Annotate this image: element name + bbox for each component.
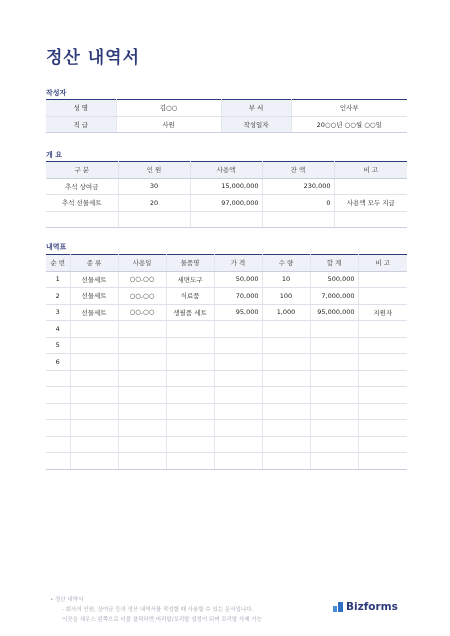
table-cell (118, 370, 166, 387)
table-row (46, 436, 407, 453)
table-cell (166, 420, 214, 437)
table-row (46, 288, 407, 305)
table-cell (166, 387, 214, 404)
writer-table (46, 99, 407, 133)
table-cell (46, 420, 70, 437)
table-row (46, 304, 407, 321)
table-cell (70, 354, 118, 371)
table-cell (70, 436, 118, 453)
table-cell (70, 420, 118, 437)
table-cell: 20 (118, 195, 190, 212)
table-cell (262, 403, 310, 420)
table-cell: 6 (46, 354, 70, 371)
table-cell (310, 420, 358, 437)
table-cell (46, 387, 70, 404)
table-cell: 1 (46, 271, 70, 288)
table-row (46, 116, 407, 133)
table-header-row (46, 255, 407, 272)
table-cell (358, 403, 407, 420)
table-cell: 3 (46, 304, 70, 321)
table-cell (166, 370, 214, 387)
table-cell (46, 403, 70, 420)
table-row (46, 178, 407, 195)
table-cell (118, 321, 166, 338)
table-cell (166, 403, 214, 420)
table-header-row (46, 162, 407, 179)
table-cell (118, 436, 166, 453)
footer-title: • 정산 내역서 (50, 597, 84, 603)
table-row (46, 453, 407, 470)
table-cell (358, 354, 407, 371)
table-cell (310, 436, 358, 453)
table-cell: 100 (262, 288, 310, 305)
table-cell: 95,000,000 (310, 304, 358, 321)
table-cell: 식료품 (166, 288, 214, 305)
table-row (46, 271, 407, 288)
table-row (46, 195, 407, 212)
footer-note (50, 595, 262, 625)
bizforms-logo (333, 601, 398, 613)
table-cell: 15,000,000 (190, 178, 262, 195)
col-header: 사용일 (118, 255, 166, 272)
page-title: 정산 내역서 (46, 48, 141, 68)
table-cell (358, 420, 407, 437)
table-cell (310, 354, 358, 371)
table-cell: 생필품 세트 (166, 304, 214, 321)
table-row (46, 403, 407, 420)
table-cell (262, 211, 334, 228)
overview-table (46, 161, 407, 228)
table-cell (214, 321, 262, 338)
table-cell (118, 211, 190, 228)
table-cell (166, 436, 214, 453)
table-cell (118, 387, 166, 404)
table-cell (214, 387, 262, 404)
table-cell (262, 420, 310, 437)
col-header: 비 고 (358, 255, 407, 272)
table-cell (310, 403, 358, 420)
bizforms-logo-icon (333, 602, 343, 612)
table-row (46, 321, 407, 338)
table-cell (214, 354, 262, 371)
name-label: 성 명 (46, 100, 116, 117)
footer-hint: 이곳을 새우스 왼쪽으로 더블 클릭하면 머리말/꼬리말 설정이 되며 꼬리말 삭제 가능 (62, 617, 262, 623)
table-cell: 추석 상여금 (46, 178, 118, 195)
table-cell (358, 370, 407, 387)
table-cell (358, 271, 407, 288)
table-cell (334, 211, 407, 228)
table-cell (118, 354, 166, 371)
department-value: 인사부 (291, 100, 407, 117)
table-cell: 세면도구 (166, 271, 214, 288)
table-cell: 500,000 (310, 271, 358, 288)
table-cell (118, 420, 166, 437)
table-cell: ○○.○○ (118, 288, 166, 305)
col-header: 순 번 (46, 255, 70, 272)
table-cell (166, 337, 214, 354)
table-cell (334, 178, 407, 195)
table-cell (262, 370, 310, 387)
table-row (46, 387, 407, 404)
name-value: 김○○ (116, 100, 221, 117)
table-cell (166, 321, 214, 338)
table-cell: 지원자 (358, 304, 407, 321)
table-cell: 97,000,000 (190, 195, 262, 212)
overview-section-label: 개 요 (46, 151, 62, 159)
table-cell (70, 337, 118, 354)
table-cell: 5 (46, 337, 70, 354)
table-cell (358, 436, 407, 453)
table-cell (262, 354, 310, 371)
table-cell: 95,000 (214, 304, 262, 321)
table-cell (46, 436, 70, 453)
table-cell: 70,000 (214, 288, 262, 305)
table-cell: 230,000 (262, 178, 334, 195)
table-row (46, 337, 407, 354)
table-cell (358, 321, 407, 338)
col-header: 구 분 (46, 162, 118, 179)
table-cell (118, 337, 166, 354)
table-cell (358, 337, 407, 354)
col-header: 종 류 (70, 255, 118, 272)
table-cell (358, 387, 407, 404)
table-cell (358, 453, 407, 470)
col-header: 물품명 (166, 255, 214, 272)
table-cell (262, 321, 310, 338)
details-section-label: 내역표 (46, 243, 67, 251)
table-cell (214, 453, 262, 470)
table-cell (190, 211, 262, 228)
footer-description: - 회사의 인원, 상여금 등의 정산 내역서를 작성할 때 사용할 수 있는 문서입니다. (62, 607, 254, 613)
table-cell: 사용액 모두 지급 (334, 195, 407, 212)
col-header: 수 량 (262, 255, 310, 272)
writer-section-label: 작성자 (46, 89, 67, 97)
table-cell (118, 453, 166, 470)
table-cell (262, 387, 310, 404)
table-cell (310, 321, 358, 338)
table-cell (214, 420, 262, 437)
table-row (46, 370, 407, 387)
table-cell: ○○.○○ (118, 304, 166, 321)
table-cell: 50,000 (214, 271, 262, 288)
date-label: 작성일자 (221, 116, 291, 133)
table-cell (310, 370, 358, 387)
table-cell (70, 387, 118, 404)
table-cell: ○○.○○ (118, 271, 166, 288)
table-cell: 4 (46, 321, 70, 338)
table-cell (214, 403, 262, 420)
table-row (46, 354, 407, 371)
table-cell (214, 337, 262, 354)
table-cell (262, 453, 310, 470)
brand-name: Bizforms (346, 601, 398, 613)
details-table (46, 254, 407, 470)
date-value: 20○○년 ○○월 ○○일 (291, 116, 407, 133)
table-row (46, 420, 407, 437)
table-cell (46, 370, 70, 387)
table-cell: 1,000 (262, 304, 310, 321)
table-cell: 선물세트 (70, 271, 118, 288)
table-cell (310, 453, 358, 470)
table-cell (214, 370, 262, 387)
table-cell (310, 387, 358, 404)
table-cell (70, 370, 118, 387)
table-cell (310, 337, 358, 354)
department-label: 부 서 (221, 100, 291, 117)
col-header: 가 격 (214, 255, 262, 272)
rank-label: 직 급 (46, 116, 116, 133)
table-row (46, 211, 407, 228)
col-header: 비 고 (334, 162, 407, 179)
table-cell: 7,000,000 (310, 288, 358, 305)
col-header: 사용액 (190, 162, 262, 179)
col-header: 잔 액 (262, 162, 334, 179)
table-cell (70, 403, 118, 420)
table-cell: 10 (262, 271, 310, 288)
table-cell: 30 (118, 178, 190, 195)
table-cell (166, 354, 214, 371)
table-cell (262, 337, 310, 354)
table-row (46, 100, 407, 117)
table-cell: 2 (46, 288, 70, 305)
table-cell (358, 288, 407, 305)
col-header: 합 계 (310, 255, 358, 272)
table-cell (262, 436, 310, 453)
table-cell (214, 436, 262, 453)
table-cell: 선물세트 (70, 304, 118, 321)
table-cell (70, 321, 118, 338)
col-header: 인 원 (118, 162, 190, 179)
rank-value: 사원 (116, 116, 221, 133)
table-cell: 추석 선물세트 (46, 195, 118, 212)
table-cell (166, 453, 214, 470)
table-cell: 선물세트 (70, 288, 118, 305)
table-cell (70, 453, 118, 470)
table-cell: 0 (262, 195, 334, 212)
table-cell (46, 211, 118, 228)
table-cell (46, 453, 70, 470)
table-cell (118, 403, 166, 420)
